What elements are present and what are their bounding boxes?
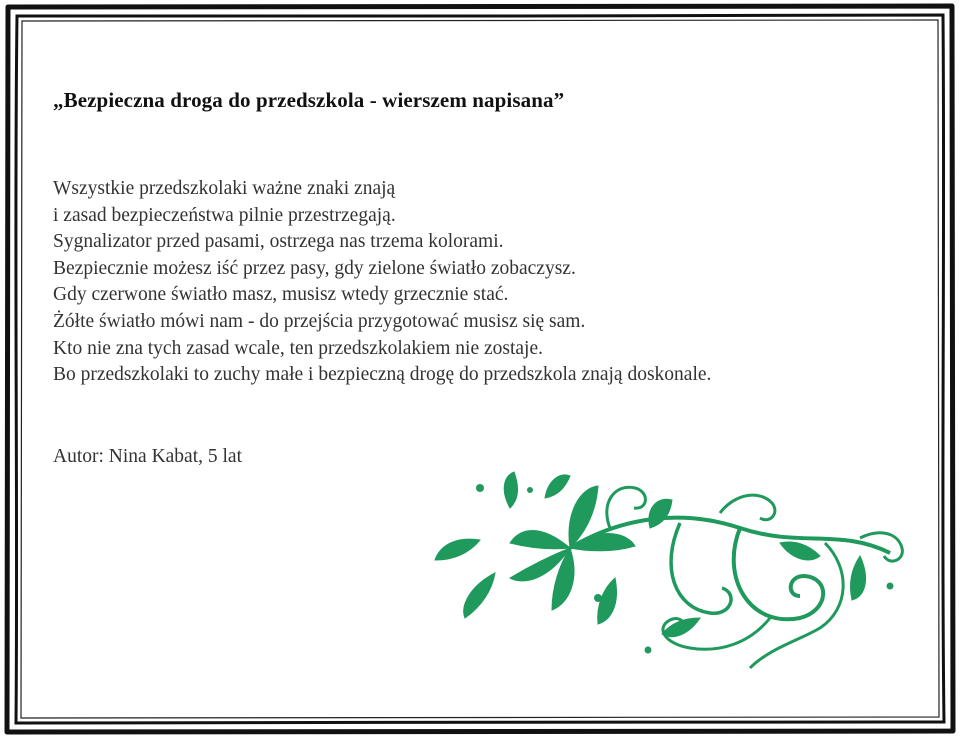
poem-line: Bo przedszkolaki to zuchy małe i bezpieczną drogę do przedszkola znają doskonale. xyxy=(53,364,712,386)
poem-line: i zasad bezpieczeństwa pilnie przestrzegają. xyxy=(53,204,396,226)
poem-line: Wszystkie przedszkolaki ważne znaki znają xyxy=(53,178,396,199)
poem-line: Bezpiecznie możesz iść przez pasy, gdy zielone światło zobaczysz. xyxy=(53,257,576,279)
poem-line: Kto nie zna tych zasad wcale, ten przedszkolakiem nie zostaje. xyxy=(53,337,543,359)
poem-line: Żółte światło mówi nam - do przejścia przygotować musisz się sam. xyxy=(53,310,586,332)
poem-line: Sygnalizator przed pasami, ostrzega nas trzema kolorami. xyxy=(53,231,504,253)
poem-author: Autor: Nina Kabat, 5 lat xyxy=(53,446,242,467)
floral-swirl-ornament-icon xyxy=(420,468,920,678)
poem-body xyxy=(53,176,711,389)
poem-title: „Bezpieczna droga do przedszkola - wierszem napisana” xyxy=(53,88,565,112)
poem-line: Gdy czerwone światło masz, musisz wtedy grzecznie stać. xyxy=(53,284,509,306)
